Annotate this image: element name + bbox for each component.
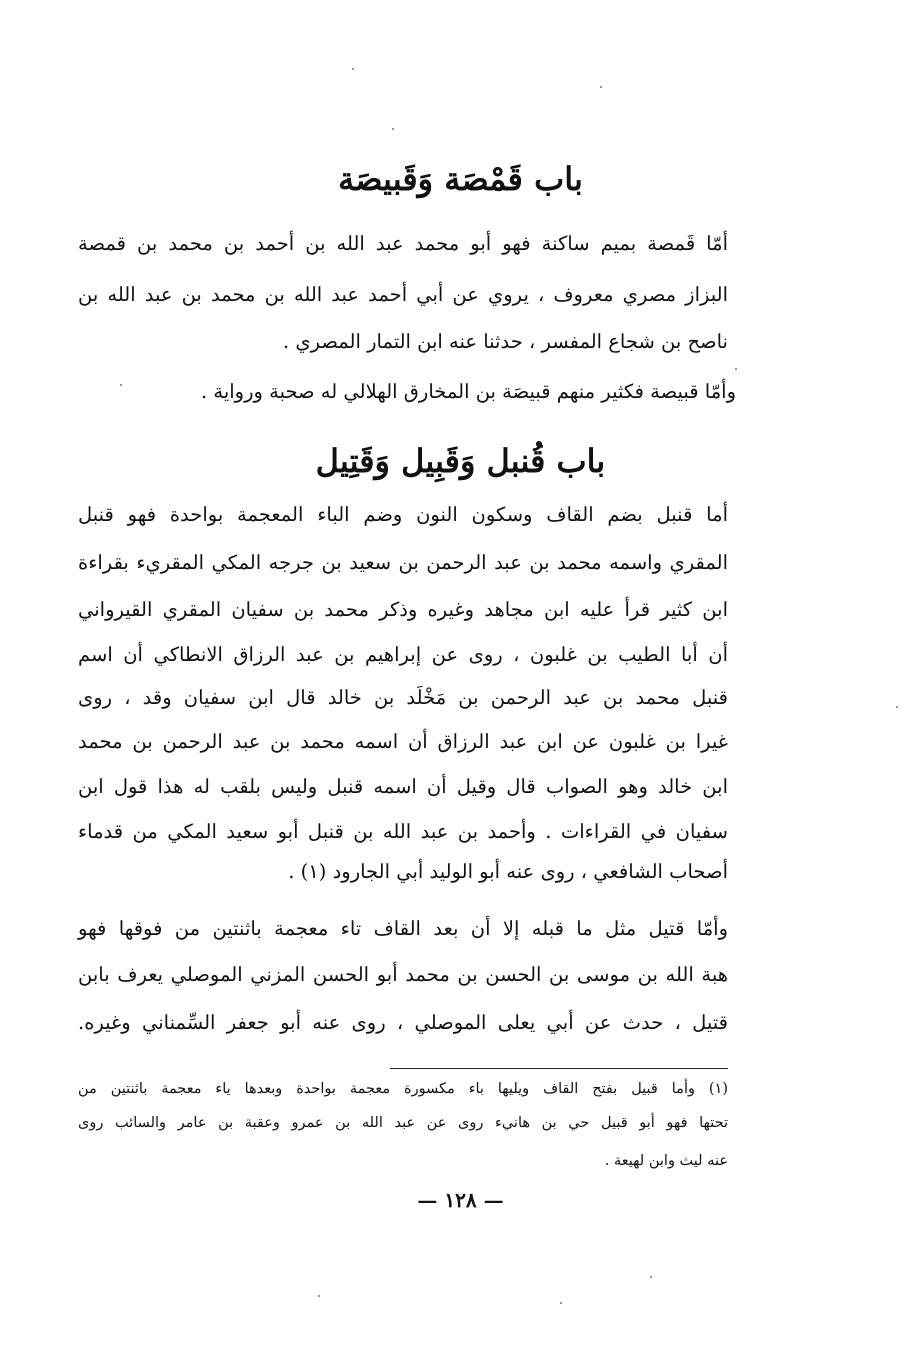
scan-speck	[560, 1302, 562, 1304]
text-line: غيرا بن غلبون عن ابن عبد الرزاق أن اسمه محمد بن عبد الرحمن بن محمد	[78, 730, 728, 753]
scan-speck	[650, 1276, 652, 1278]
text-line: أمّا قَمصة بميم ساكنة فهو أبو محمد عبد الله بن أحمد بن محمد بن قمصة	[78, 232, 728, 255]
text-line: سفيان في القراءات . وأحمد بن عبد الله بن قنبل أبو سعيد المكي من قدماء	[78, 820, 728, 843]
footnote-line: عنه ليث وابن لهيعة .	[604, 1153, 728, 1169]
footnote-line: (١) وأما قبيل بفتح القاف ويليها باء مكسورة معجمة بواحدة وبعدها ياء معجمة باثنتين من	[78, 1081, 728, 1097]
text-line: ناصح بن شجاع المفسر ، حدثنا عنه ابن التمار المصري .	[282, 330, 728, 353]
text-line: أصحاب الشافعي ، روى عنه أبو الوليد أبي الجارود (١) .	[288, 860, 728, 883]
text-line: البزاز مصري معروف ، يروي عن أبي أحمد عبد الله بن محمد بن عبد الله بن	[78, 283, 728, 306]
footnote-line: تحتها فهو أبو قبيل حي بن هانيء روى عن عبد الله بن عمرو وعقبة بن عامر والسائب روى	[78, 1115, 728, 1131]
scan-speck	[392, 128, 394, 130]
text-line: ابن خالد وهو الصواب قال وقيل أن اسمه قنبل وليس بلقب له هذا قول ابن	[78, 775, 728, 798]
scan-speck	[896, 706, 898, 708]
scan-speck	[318, 1295, 320, 1297]
footnote-divider	[390, 1068, 728, 1069]
text-line: هبة الله بن موسى بن الحسن بن محمد أبو الحسن المزني الموصلي يعرف بابن	[78, 963, 728, 986]
section-title-qamsa: باب قَمْصَة وَقَبيصَة	[338, 160, 583, 198]
text-line: قتيل ، حدث عن أبي يعلى الموصلي ، روى عنه أبو جعفر السِّمناني وغيره.	[78, 1011, 728, 1034]
scan-speck	[735, 368, 737, 370]
scan-speck	[120, 384, 122, 386]
text-line: وأمّا قتيل مثل ما قبله إلا أن بعد القاف تاء معجمة باثنتين من فوقها فهو	[78, 917, 728, 940]
text-line: ابن كثير قرأ عليه ابن مجاهد وغيره وذكر محمد بن سفيان المقري القيرواني	[78, 598, 728, 621]
text-line: أن أبا الطيب بن غلبون ، روى عن إبراهيم بن عبد الرزاق الانطاكي أن اسم	[78, 643, 728, 666]
page-number: — ١٢٨ —	[417, 1188, 504, 1212]
scan-speck	[600, 86, 602, 88]
text-line: المقري واسمه محمد بن عبد الرحمن بن سعيد بن جرجه المكي المقريء بقراءة	[78, 551, 728, 574]
text-line: أما قنبل بضم القاف وسكون النون وضم الباء المعجمة بواحدة فهو قنبل	[78, 503, 728, 526]
text-line: قنبل محمد بن عبد الرحمن بن مَخْلَد بن خالد قال ابن سفيان وقد ، روى	[78, 686, 728, 709]
section-title-qunbul: باب قُنبل وَقَبِيل وَقَتِيل	[315, 442, 606, 480]
text-line: وأمّا قبيصة فكثير منهم قبيصَة بن المخارق الهلالي له صحبة ورواية .	[200, 380, 736, 403]
scan-speck	[352, 68, 354, 70]
